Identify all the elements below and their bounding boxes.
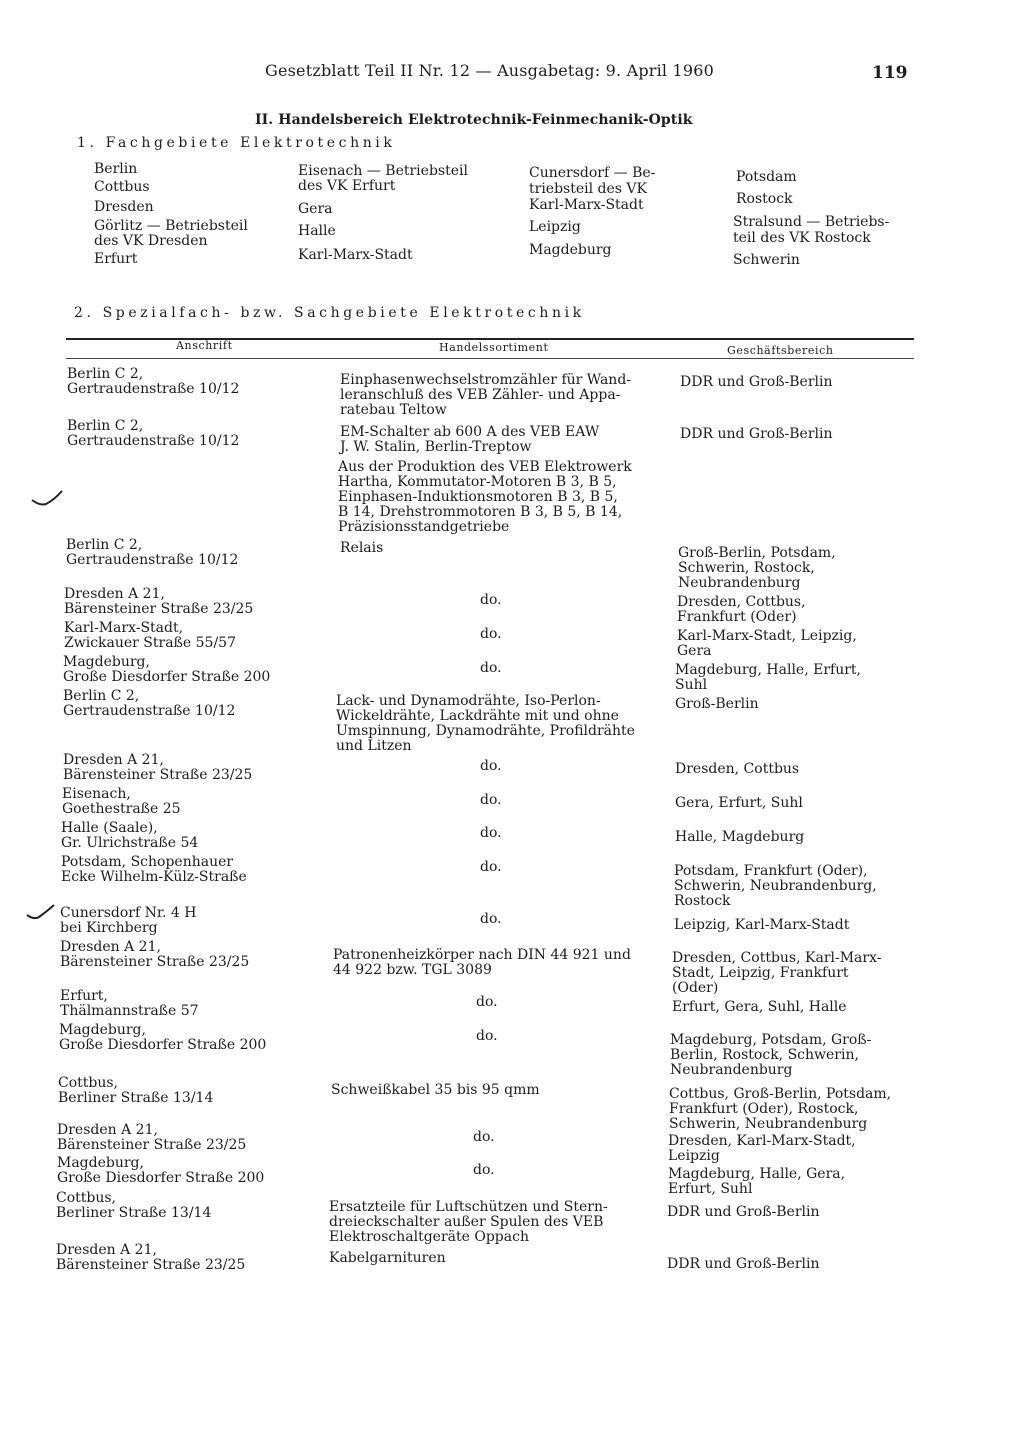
address-cell: Eisenach, Goethestraße 25 xyxy=(62,786,181,817)
part1-place: Leipzig xyxy=(529,219,581,235)
area-cell: Dresden, Cottbus, Karl-Marx- Stadt, Leipzig, Frankfurt (Oder) xyxy=(672,950,882,996)
assortment-cell: do. xyxy=(476,994,498,1010)
area-cell: Potsdam, Frankfurt (Oder), Schwerin, Neubrandenburg, Rostock xyxy=(674,863,877,909)
address-cell: Dresden A 21, Bärensteiner Straße 23/25 xyxy=(64,586,254,617)
part1-heading: 1. Fachgebiete Elektrotechnik xyxy=(77,135,396,151)
area-cell: Gera, Erfurt, Suhl xyxy=(675,795,803,811)
part1-place: Schwerin xyxy=(733,252,800,268)
part1-place: des VK Erfurt xyxy=(298,178,396,194)
area-cell: DDR und Groß-Berlin xyxy=(680,374,833,390)
address-cell: Cottbus, Berliner Straße 13/14 xyxy=(56,1190,212,1221)
assortment-cell: Kabelgarnituren xyxy=(329,1250,446,1266)
address-cell: Erfurt, Thälmannstraße 57 xyxy=(60,988,199,1019)
assortment-cell: Aus der Produktion des VEB Elektrowerk Hartha, Kommutator-Motoren B 3, B 5, Einphasen-Induktionsmotoren B 3, B 5, B 14, Drehstrommotoren B 3, B 5, B 14, Präzisionsstandgetriebe xyxy=(338,459,632,535)
part1-place: Eisenach — Betriebsteil xyxy=(298,163,468,179)
address-cell: Dresden A 21, Bärensteiner Straße 23/25 xyxy=(57,1122,247,1153)
assortment-cell: Patronenheizkörper nach DIN 44 921 und 44 922 bzw. TGL 3089 xyxy=(333,947,631,978)
part1-place: Rostock xyxy=(736,191,793,207)
part1-place: Cottbus xyxy=(94,179,150,195)
assortment-cell: do. xyxy=(480,592,502,608)
area-cell: DDR und Groß-Berlin xyxy=(667,1204,820,1220)
area-cell: Magdeburg, Halle, Gera, Erfurt, Suhl xyxy=(668,1166,846,1197)
assortment-cell: Ersatzteile für Luftschützen und Stern- dreieckschalter außer Spulen des VEB Elektroschaltgeräte Oppach xyxy=(329,1199,608,1245)
address-cell: Berlin C 2, Gertraudenstraße 10/12 xyxy=(67,366,240,397)
assortment-cell: do. xyxy=(473,1162,495,1178)
assortment-cell: do. xyxy=(480,660,502,676)
part1-place: Magdeburg xyxy=(529,242,612,258)
address-cell: Cottbus, Berliner Straße 13/14 xyxy=(58,1075,214,1106)
address-cell: Dresden A 21, Bärensteiner Straße 23/25 xyxy=(60,939,250,970)
area-cell: Cottbus, Groß-Berlin, Potsdam, Frankfurt (Oder), Rostock, Schwerin, Neubrandenburg xyxy=(669,1086,892,1132)
part1-place: Erfurt xyxy=(94,251,138,267)
area-cell: Dresden, Cottbus xyxy=(675,761,800,777)
section-title: II. Handelsbereich Elektrotechnik-Feinmechanik-Optik xyxy=(255,112,693,128)
assortment-cell: Lack- und Dynamodrähte, Iso-Perlon- Wickeldrähte, Lackdrähte mit und ohne Umspinnung, Dynamodrähte, Profildrähte und Litzen xyxy=(336,693,635,754)
assortment-cell: do. xyxy=(480,792,502,808)
page-number: 119 xyxy=(872,63,908,83)
area-cell: Dresden, Karl-Marx-Stadt, Leipzig xyxy=(668,1133,856,1164)
assortment-cell: do. xyxy=(473,1129,495,1145)
part1-place: Cunersdorf — Be- xyxy=(529,165,656,181)
area-cell: Dresden, Cottbus, Frankfurt (Oder) xyxy=(677,594,806,625)
part1-place: Dresden xyxy=(94,199,154,215)
area-cell: Erfurt, Gera, Suhl, Halle xyxy=(672,999,847,1015)
address-cell: Halle (Saale), Gr. Ulrichstraße 54 xyxy=(61,820,199,851)
area-cell: Magdeburg, Potsdam, Groß- Berlin, Rostock, Schwerin, Neubrandenburg xyxy=(670,1032,872,1078)
area-cell: Groß-Berlin xyxy=(675,696,759,712)
area-cell: Magdeburg, Halle, Erfurt, Suhl xyxy=(675,662,861,693)
assortment-cell: EM-Schalter ab 600 A des VEB EAW J. W. Stalin, Berlin-Treptow xyxy=(340,424,600,455)
part1-place: Gera xyxy=(298,201,333,217)
part1-place: Potsdam xyxy=(736,169,797,185)
assortment-cell: Einphasenwechselstromzähler für Wand- leranschluß des VEB Zähler- und Appa- ratebau Teltow xyxy=(340,372,632,418)
part1-place: Karl-Marx-Stadt xyxy=(529,197,644,213)
page-header: Gesetzblatt Teil II Nr. 12 — Ausgabetag: 9. April 1960 xyxy=(265,61,715,80)
assortment-cell: Schweißkabel 35 bis 95 qmm xyxy=(331,1082,540,1098)
address-cell: Magdeburg, Große Diesdorfer Straße 200 xyxy=(59,1022,267,1053)
part1-place: des VK Dresden xyxy=(94,233,208,249)
part1-place: Görlitz — Betriebsteil xyxy=(94,218,248,234)
area-cell: Halle, Magdeburg xyxy=(675,829,805,845)
address-cell: Dresden A 21, Bärensteiner Straße 23/25 xyxy=(56,1242,246,1273)
assortment-cell: Relais xyxy=(340,540,384,556)
area-cell: Karl-Marx-Stadt, Leipzig, Gera xyxy=(677,628,857,659)
area-cell: Groß-Berlin, Potsdam, Schwerin, Rostock, Neubrandenburg xyxy=(678,545,836,591)
part1-place: teil des VK Rostock xyxy=(733,230,871,246)
address-cell: Karl-Marx-Stadt, Zwickauer Straße 55/57 xyxy=(64,620,236,651)
address-cell: Dresden A 21, Bärensteiner Straße 23/25 xyxy=(63,752,253,783)
column-header-assortment: Handelssortiment xyxy=(439,341,549,354)
check-mark-icon xyxy=(24,903,60,923)
part2-heading: 2. Spezialfach- bzw. Sachgebiete Elektrotechnik xyxy=(74,305,585,321)
table-header-rule xyxy=(66,358,914,359)
part1-place: triebsteil des VK xyxy=(529,181,647,197)
part1-place: Stralsund — Betriebs- xyxy=(733,214,890,230)
column-header-address: Anschrift xyxy=(176,339,233,352)
assortment-cell: do. xyxy=(480,825,502,841)
address-cell: Magdeburg, Große Diesdorfer Straße 200 xyxy=(57,1155,265,1186)
address-cell: Cunersdorf Nr. 4 H bei Kirchberg xyxy=(60,905,197,936)
address-cell: Potsdam, Schopenhauer Ecke Wilhelm-Külz-Straße xyxy=(61,854,247,885)
area-cell: DDR und Groß-Berlin xyxy=(667,1256,820,1272)
part1-place: Halle xyxy=(298,223,336,239)
assortment-cell: do. xyxy=(480,859,502,875)
assortment-cell: do. xyxy=(480,911,502,927)
column-header-area: Geschäftsbereich xyxy=(727,344,834,357)
address-cell: Magdeburg, Große Diesdorfer Straße 200 xyxy=(63,654,271,685)
address-cell: Berlin C 2, Gertraudenstraße 10/12 xyxy=(63,688,236,719)
address-cell: Berlin C 2, Gertraudenstraße 10/12 xyxy=(67,418,240,449)
check-mark-icon xyxy=(28,488,68,510)
part1-place: Karl-Marx-Stadt xyxy=(298,247,413,263)
address-cell: Berlin C 2, Gertraudenstraße 10/12 xyxy=(66,537,239,568)
area-cell: DDR und Groß-Berlin xyxy=(680,426,833,442)
area-cell: Leipzig, Karl-Marx-Stadt xyxy=(674,917,850,933)
assortment-cell: do. xyxy=(476,1028,498,1044)
part1-place: Berlin xyxy=(94,161,138,177)
assortment-cell: do. xyxy=(480,626,502,642)
assortment-cell: do. xyxy=(480,758,502,774)
